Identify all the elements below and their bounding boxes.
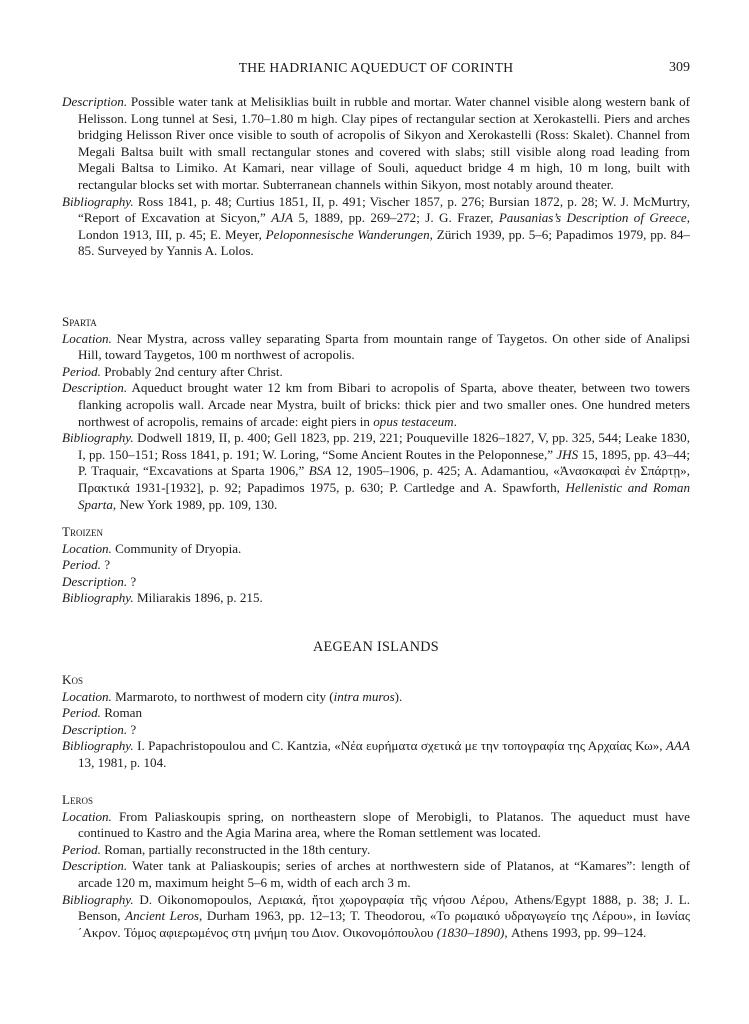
sparta-period: Period. Probably 2nd century after Christ. — [62, 363, 283, 379]
sparta-heading: Sparta — [62, 314, 97, 329]
leros-heading: Leros — [62, 792, 94, 807]
page-number: 309 — [669, 60, 690, 75]
leros-location: Location. From Paliaskoupis spring, on northeastern slope of Merobigli, to Platanos. The aqueduct must have continued to Kastro and the Agia Marina area, where the Roman settlement was located. — [62, 808, 690, 841]
kos-description: Description. ? — [62, 721, 137, 737]
kos-bibliography: Bibliography. I. Papachristopoulou and C. Kantzia, «Νέα ευρήματα σχετικά με την τοπογραφία της Αρχαίας Κω», AAA 13, 1981, p. 104. — [62, 738, 690, 770]
sikyon-description: Description. Possible water tank at Melisiklias built in rubble and mortar. Water channel visible along western bank of Helisson. Long tunnel at Sesi, 1.70–1.80 m high. Clay pipes of rectangular section at Xerokastelli. Piers and arches bridging Helisson River once visible to south of acropolis of Sikyon and Xerokastelli (Ross: Skalet). Channel from Megali Baltsa built with small rectangular stones and covered with slabs; still visible along road leading from Megali Baltsa to Limiko. At Kamari, near village of Souli, aqueduct bridge 4 m high, 10 m long, built with rectangular blocks set with mortar. Subterranean channels within Sikyon, most notably around theater. — [62, 94, 690, 192]
sparta-location: Location. Near Mystra, across valley separating Sparta from mountain range of Taygetos. On other side of Analipsi Hill, toward Taygetos, 100 m northwest of acropolis. — [62, 330, 690, 363]
entry-kos — [62, 672, 690, 772]
entry-troizen — [62, 524, 690, 607]
leros-description: Description. Water tank at Paliaskoupis; series of arches at northwestern side of Platanos, at “Kamares”: length of arcade 120 m, maximum height 5–6 m, width of each arch 3 m. — [62, 858, 690, 890]
troizen-period: Period. ? — [62, 557, 111, 573]
entry-sikyon — [62, 94, 690, 260]
sikyon-bibliography: Bibliography. Ross 1841, p. 48; Curtius 1851, II, p. 491; Vischer 1857, p. 276; Bursian 1872, p. 28; W. J. McMurtry, “Report of Excavation at Sicyon,” AJA 5, 1889, pp. 269–272; J. G. Frazer, Pausanias’s Description of Greece, London 1913, III, p. 45; E. Meyer, Peloponnesische Wanderungen, Zürich 1939, pp. 5–6; Papadimos 1979, pp. 84–85. Surveyed by Yannis A. Lolos. — [62, 193, 691, 259]
troizen-heading: Troizen — [62, 524, 103, 539]
troizen-location: Location. Community of Dryopia. — [62, 540, 242, 556]
troizen-bibliography: Bibliography. Miliarakis 1896, p. 215. — [62, 590, 263, 606]
troizen-description: Description. ? — [62, 573, 137, 589]
running-head — [62, 60, 690, 78]
entry-leros — [62, 792, 690, 941]
sparta-description: Description. Aqueduct brought water 12 km from Bibari to acropolis of Sparta, above theater, between two towers flanking acropolis wall. Arcade near Mystra, built of bricks: thick pier and two smaller ones. One hundred meters northwest of acropolis, remains of arcade: eight piers in opus testaceum. — [62, 380, 690, 429]
kos-location: Location. Marmaroto, to northwest of modern city (intra muros). — [62, 688, 403, 704]
entry-sparta — [62, 314, 690, 513]
kos-period: Period. Roman — [62, 705, 143, 721]
running-title: THE HADRIANIC AQUEDUCT OF CORINTH — [238, 60, 514, 75]
sparta-bibliography: Bibliography. Dodwell 1819, II, p. 400; Gell 1823, pp. 219, 221; Pouqueville 1826–1827, V, pp. 325, 544; Leake 1830, I, pp. 150–151; Ross 1841, p. 191; W. Loring, “Some Ancient Routes in the Peloponnese,” JHS 15, 1895, pp. 43–44; P. Traquair, “Excavations at Sparta 1906,” BSA 12, 1905–1906, p. 425; A. Adamantiou, «Ἀνασκαφαὶ ἐν Σπάρτῃ», Πρακτικά 1931-[1932], p. 92; Papadimos 1975, p. 630; P. Cartledge and A. Spawforth, Hellenistic and Roman Sparta, New York 1989, pp. 109, 130. — [62, 430, 690, 512]
leros-period: Period. Roman, partially reconstructed in the 18th century. — [62, 841, 371, 857]
leros-bibliography: Bibliography. D. Oikonomopoulos, Λεριακά, ἤτοι χωρογραφία τῆς νήσου Λέρου, Athens/Egypt 1888, p. 38; J. L. Benson, Ancient Leros, Durham 1963, pp. 12–13; T. Theodorou, «Το ρωμαικό υδραγωγείο της Λέρου», in Ιωνίας ΄Ακρον. Τόμος αφιερωμένος στη μνήμη του Διον. Οικονομόπουλου (1830–1890), Athens 1993, pp. 99–124. — [62, 891, 690, 940]
kos-heading: Kos — [62, 672, 83, 687]
section-title: AEGEAN ISLANDS — [313, 639, 439, 655]
